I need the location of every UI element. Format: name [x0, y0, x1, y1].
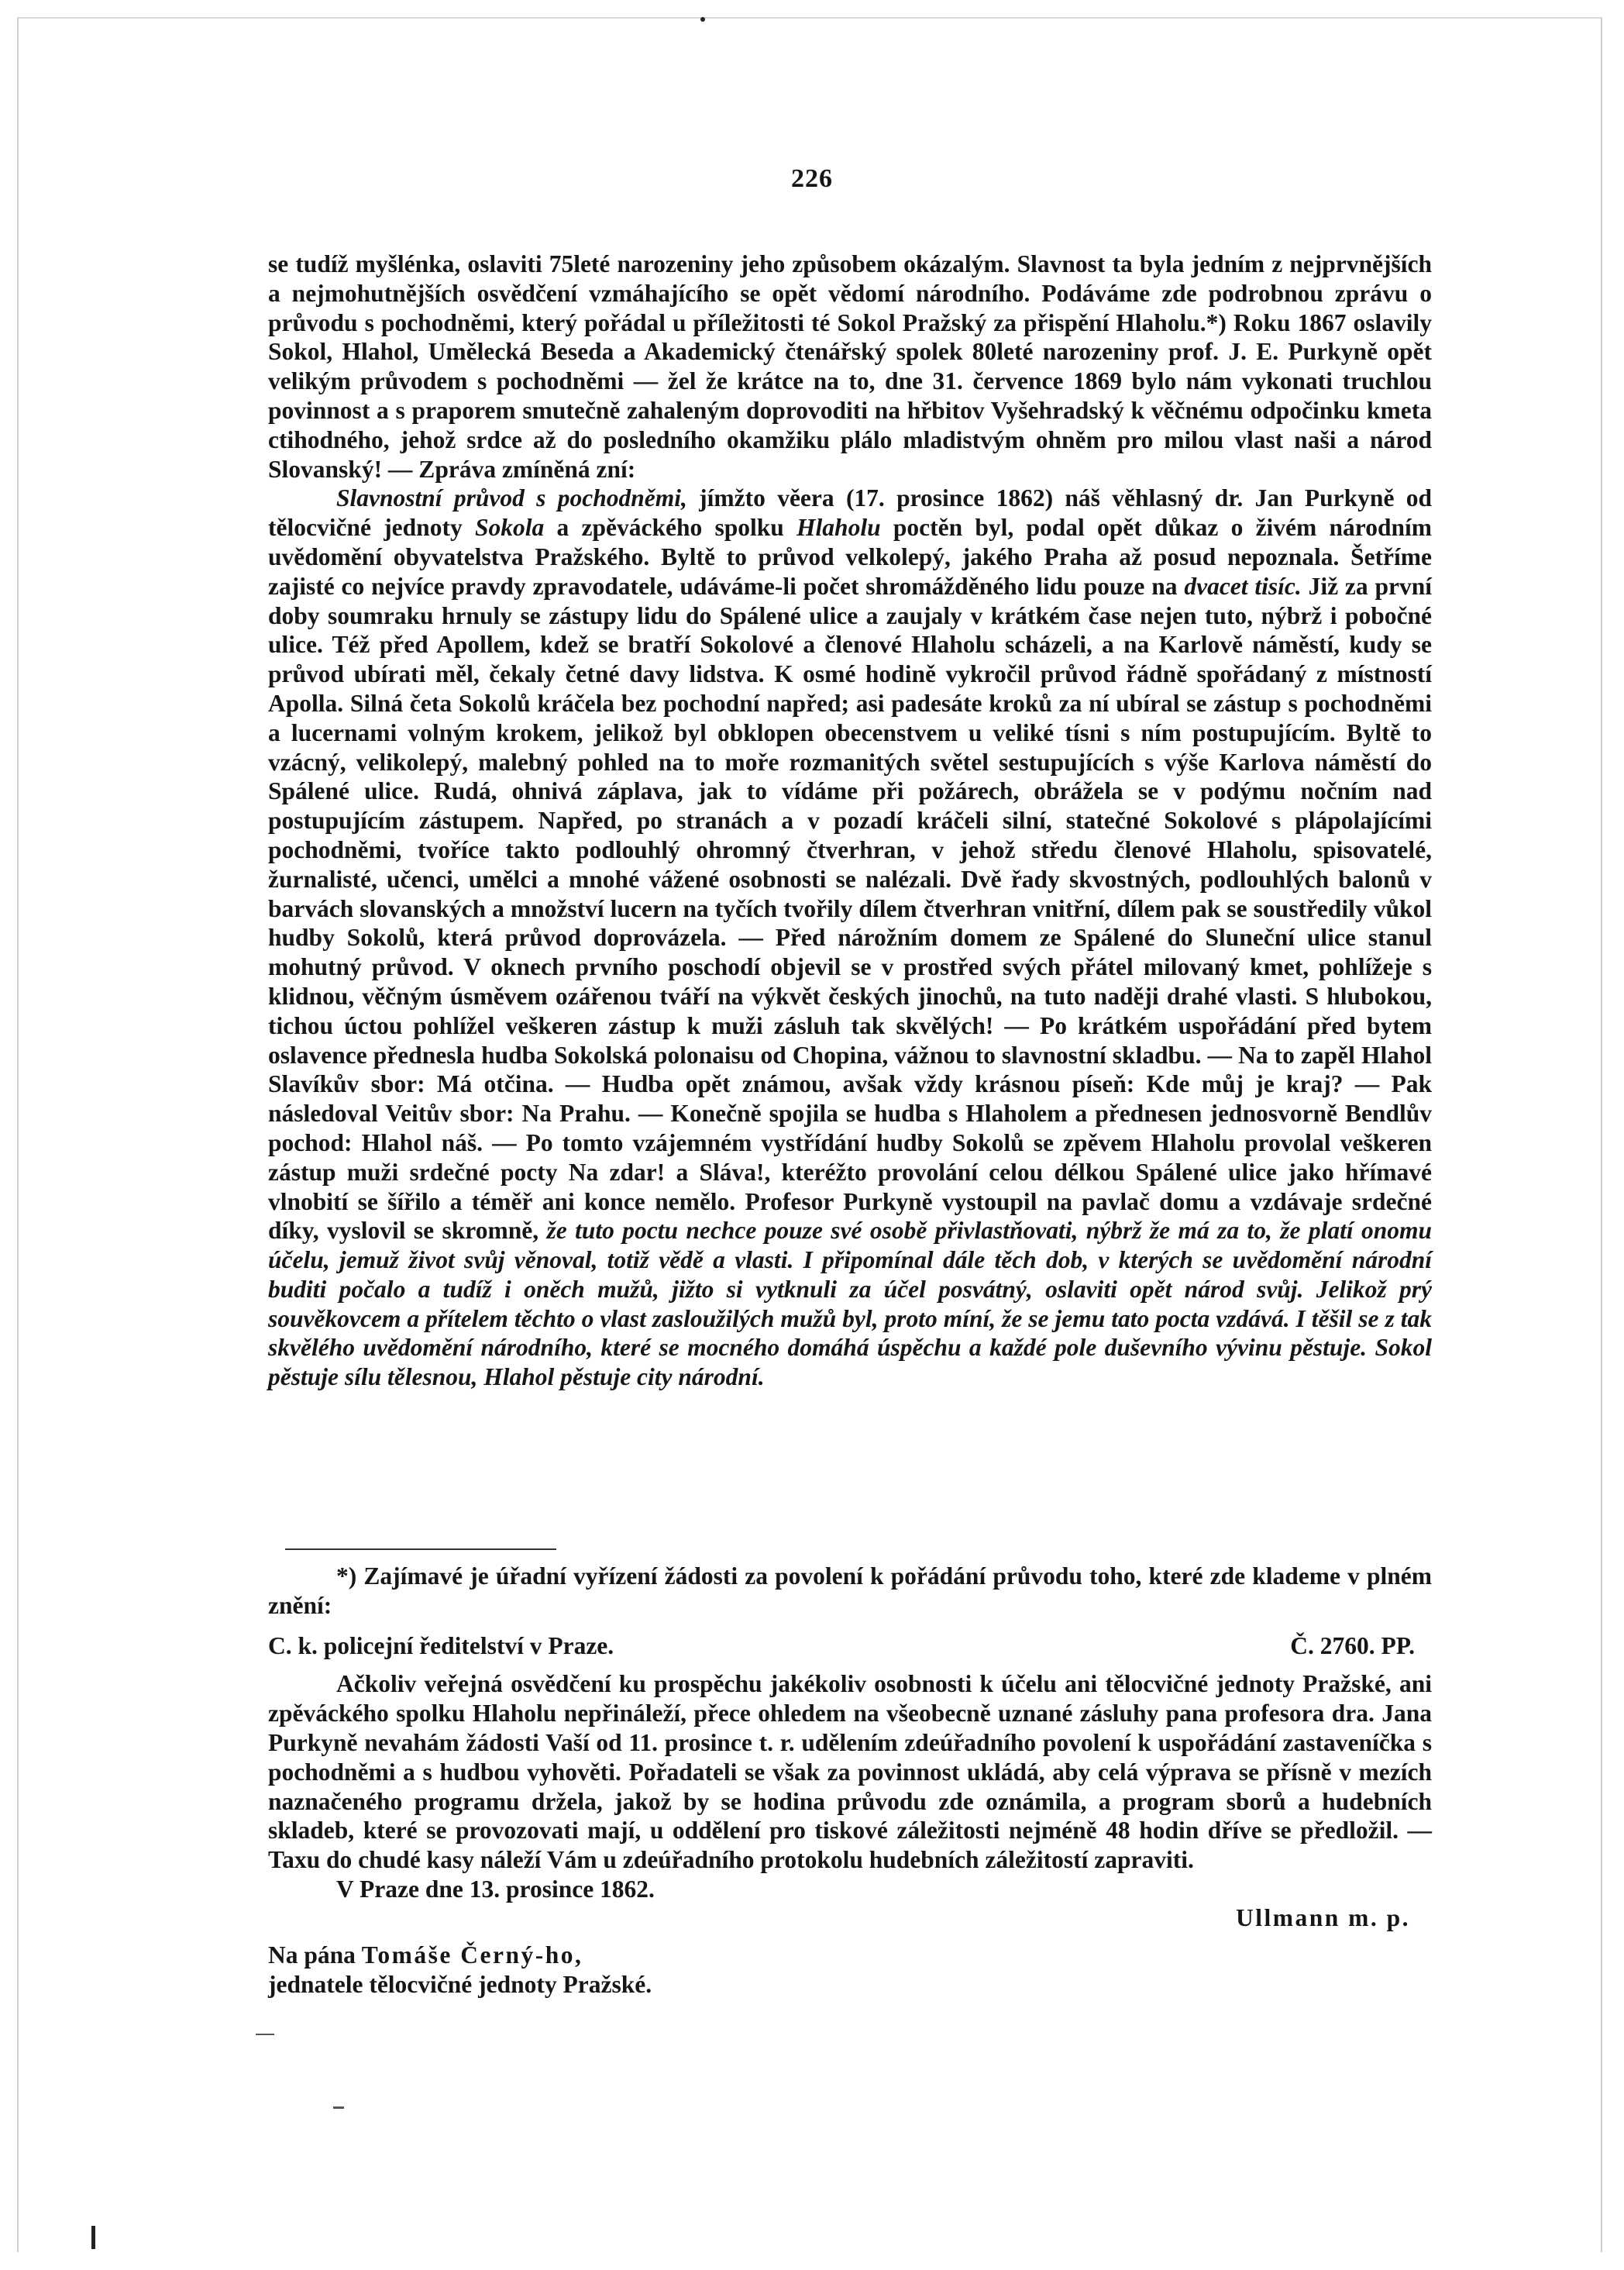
- paragraph-report: [268, 484, 1432, 1392]
- report-title: Slavnostní průvod s pochodněmi,: [336, 484, 687, 512]
- report-text-2: a zpěváckého spolku: [544, 514, 797, 542]
- signature: Ullmann m. p.: [1235, 1903, 1410, 1931]
- letter-header: [268, 1631, 1432, 1661]
- footnote: [268, 1562, 1432, 1999]
- date-signature-row: [268, 1875, 1432, 1933]
- recipient-name: Tomáše Černý-ho,: [361, 1941, 583, 1969]
- address-line-1: [268, 1941, 1432, 1970]
- letter-body: Ačkoliv veřejná osvědčení ku prospěchu jakékoliv osobnosti k účelu ani tělocvičné jednoty Pražské, ani zpěváckého spolku Hlaholu nepřináleží, přece ohledem na všeobecně uznané zásluhy pana profesora dra. Jana Purkyně nevahám žádosti Vaší od 11. prosince t. r. udělením zdeúřadního povolení k uspořádání zastaveníčka s pochodněmi a s hudbou vyhověti. Pořadateli se však za povinnost ukládá, aby celá výprava se přísně v mezích naznačeného programu držela, jakož by se hodina průvodu zde oznámila, a program sborů a hudebních skladeb, které se provozovati mají, u oddělení pro tiskové záležitosti nejméně 48 hodin dříve se předložil. — Taxu do chudé kasy náleží Vám u zdeúřadního protokolu hudebních záležitostí zapraviti.: [268, 1670, 1432, 1874]
- scan-mark-left: [91, 2226, 95, 2249]
- report-text-4: Již za první doby soumraku hrnuly se zástupy lidu do Spálené ulice a zaujaly v krátkém čase nejen tuto, nýbrž i pobočné ulice. Též před Apollem, kdež se bratří Sokolové a členové Hlaholu scházeli, a na Karlově náměstí, kudy se průvod ubírati měl, čekaly četné davy lidstva. K osmé hodině vykročil průvod řádně spořádaný z místností Apolla. Silná četa Sokolů kráčela bez pochodní napřed; asi padesáte kroků za ní ubíral se zástup s pochodněmi a lucernami volným krokem, jelikož byl obklopen obecenstvem u veliké tísni s ním postupujícím. Byltě to vzácný, velikolepý, malebný pohled na to moře rozmanitých světel sestupujících s výše Karlova náměstí do Spálené ulice. Rudá, ohnivá záplava, jak to vídáme při požárech, obrážela se v podýmu nočním nad postupujícím zástupem. Napřed, po stranách a v pozadí kráčeli silní, statečné Sokolové s plápolajícími pochodněmi, tvoříce takto podlouhlý ohromný čtverhran, v jehož středu členové Hlaholu, spisovatelé, žurnalisté, učenci, umělci a mnohé vážené osobnosti se nalézali. Dvě řady skvostných, podlouhlých balonů v barvách slovanských a množství lucern na tyčích tvořily dílem čtverhran vnitřní, dílem pak se soustředily vůkol hudby Sokolů, která průvod doprovázela. — Před nárožním domem ze Spálené do Sluneční ulice stanul mohutný průvod. V oknech prvního poschodí objevil se v prostřed svých přátel milovaný kmet, pohlížeje s klidnou, věčným úsměvem ozářenou tváří na výkvět českých jinochů, na tuto naději drahé vlasti. S hlubokou, tichou úctou pohlížel veškeren zástup k muži zásluh tak skvělých! — Po krátkém uspořádání před bytem oslavence přednesla hudba Sokolská polonaisu od Chopina, vážnou to slavnostní skladbu. — Na to zapěl Hlahol Slavíkův sbor: Má otčina. — Hudba opět známou, avšak vždy krásnou píseň: Kde můj je kraj? — Pak následoval Veitův sbor: Na Prahu. — Konečně spojila se hudba s Hlaholem a přednesen jednosvorně Bendlův pochod: Hlahol náš. — Po tomto vzájemném vystřídání hudby Sokolů se zpěvem Hlaholu provolal veškeren zástup muži srdečné pocty Na zdar! a Sláva!, kteréžto provolání celou délkou Spálené ulice jako hřímavé vlnobití se šířilo a téměř ani konce nemělo. Profesor Purkyně vystoupil na pavlač domu a vzdávaje srdečné díky, vyslovil se skromně,: [268, 572, 1432, 1245]
- scan-mark-smudge: [256, 2034, 274, 2035]
- speech-quote: že tuto poctu nechce pouze své osobě přivlastňovati, nýbrž že má za to, že platí onomu účelu, jemuž život svůj věnoval, totiž vědě a vlasti. I připomínal dále těch dob, v kterých se uvědomění národní buditi počalo a tudíž i oněch mužů, jižto si vytknuli za účel posvátný, oslaviti opět národ svůj. Jelikož prý souvěkovcem a přítelem těchto o vlast zasloužilých mužů byl, proto míní, že se jemu tato pocta vzdává. I těšil se z tak skvělého uvědomění národního, které se mocného domáhá úspěchu a každé pole duševního vývinu pěstuje. Sokol pěstuje sílu tělesnou, Hlahol pěstuje city národní.: [268, 1217, 1433, 1391]
- name-sokol: Sokola: [474, 514, 545, 542]
- address-prefix: Na pána: [268, 1941, 362, 1969]
- police-office: C. k. policejní ředitelství v Praze.: [268, 1631, 614, 1659]
- crowd-count: dvacet tisíc.: [1184, 572, 1302, 600]
- letter-date: V Praze dne 13. prosince 1862.: [336, 1875, 655, 1903]
- name-hlahol: Hlaholu: [797, 514, 881, 542]
- scan-mark-top: [700, 17, 705, 22]
- scan-mark-smudge-2: [333, 2106, 344, 2109]
- page-number: 226: [791, 164, 833, 193]
- report-text-3: poctěn byl, podal opět důkaz o živém národním uvědomění obyvatelstva Pražského. Byltě to průvod velkolepý, jakého Praha až posud nepoznala. Šetříme zajisté co nejvíce pravdy zpravodatele, udáváme-li počet shromážděného lidu pouze na: [268, 514, 1432, 600]
- report-text-1: jímžto věera (17. prosince 1862) náš věhlasný dr. Jan Purkyně od tělocvičné jednoty: [268, 484, 1432, 542]
- address-line-2: jednatele tělocvičné jednoty Pražské.: [268, 1970, 652, 1998]
- footnote-rule: [285, 1548, 556, 1550]
- main-text: [268, 250, 1432, 1392]
- paragraph-intro: se tudíž myšlénka, oslaviti 75leté narozeniny jeho způsobem okázalým. Slavnost ta byla jedním z nejprvnějších a nejmohutnějších osvědčení vzmáhajícího se opět vědomí národního. Podáváme zde podrobnou zprávu o průvodu s pochodněmi, který pořádal u příležitosti té Sokol Pražský za přispění Hlaholu.*) Roku 1867 oslavily Sokol, Hlahol, Umělecká Beseda a Akademický čtenářský spolek 80leté narozeniny prof. J. E. Purkyně opět velikým průvodem s pochodněmi — žel že krátce na to, dne 31. července 1869 bylo nám vykonati truchlou povinnost a s praporem smutečně zahaleným doprovoditi na hřbitov Vyšehradský k věčnému odpočinku kmeta ctihodného, jehož srdce až do posledního okamžiku plálo mladistvým ohněm pro milou vlast naši a národ Slovanský! — Zpráva zmíněná zní:: [268, 250, 1432, 483]
- footnote-intro: *) Zajímavé je úřadní vyřízení žádosti za povolení k pořádání průvodu toho, které zde klademe v plném znění:: [268, 1562, 1432, 1619]
- reference-number: Č. 2760. PP.: [1290, 1631, 1415, 1659]
